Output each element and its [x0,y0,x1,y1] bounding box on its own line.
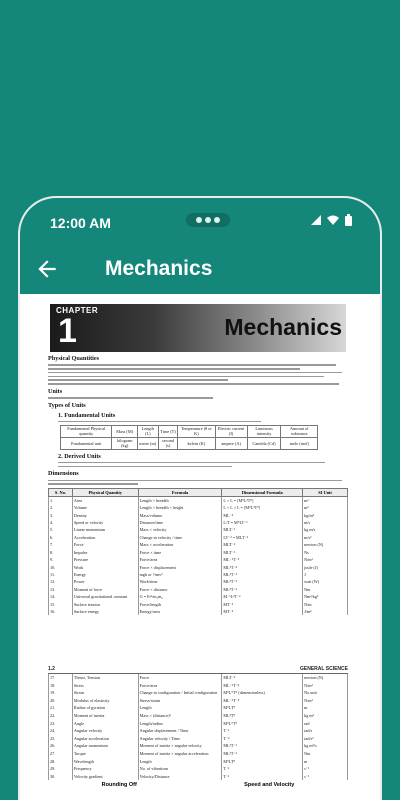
table-cell: Ns [303,549,348,556]
table-cell: J/m² [303,608,348,615]
table-row [49,519,348,526]
table-cell: 8. [49,549,73,556]
table-cell: MLT⁻² [222,541,303,548]
table-cell: Acceleration [72,534,138,541]
table-cell: Energy [72,571,138,578]
table-cell: kg m² [303,712,348,720]
table-row [49,720,348,728]
table-cell: kg m/s [303,526,348,533]
table-cell: 30. [49,773,73,781]
table-cell: m/s² [303,534,348,541]
table-cell: Radius of gyration [72,704,138,712]
table-cell: m/s [303,519,348,526]
table-cell: kg/m³ [303,512,348,519]
table-cell: m² [303,496,348,504]
table-cell: 29. [49,765,73,773]
table-row [49,742,348,750]
table-cell: Fundamental unit [61,437,112,449]
table-cell: Change in configuration / Initial configuration [138,689,222,697]
table-cell: Power [72,578,138,585]
table-cell: Fundamental Physical quantity [61,425,112,437]
status-icons [311,214,352,226]
table-cell: Moment of force [72,586,138,593]
chapter-banner [50,304,346,352]
table-cell: Angular velocity / Time [138,735,222,743]
section-heading: Rounding Off [101,782,137,789]
table-cell: Electric current (I) [215,425,247,437]
section-heading: Units [48,387,63,395]
table-cell: Moment of inertia × angular acceleration [138,750,222,758]
table-row [49,750,348,758]
table-row [61,437,318,449]
chapter-label: CHAPTER [56,306,99,315]
table-cell: Length [138,758,222,766]
table-row [49,697,348,705]
table-cell: 27. [49,750,73,758]
table-cell: 5. [49,526,73,533]
table-cell: 12. [49,578,73,585]
table-cell: Torque [72,750,138,758]
table-cell: ML²T⁻² [222,586,303,593]
table-cell: J [303,571,348,578]
table-cell: MLT⁻¹ [222,549,303,556]
table-cell: M⁻¹L³T⁻² [222,593,303,600]
table-row [49,727,348,735]
table-cell: 3. [49,512,73,519]
table-row [49,549,348,556]
table-row [49,608,348,615]
table-cell: 20. [49,697,73,705]
table-cell: T⁻¹ [222,773,303,781]
table-cell: No unit [303,689,348,697]
paragraph-text [48,397,348,399]
section-heading: Dimensions [48,470,79,478]
table-row [49,689,348,697]
table-cell: ML⁻¹T⁻² [222,697,303,705]
table-cell: Nm [303,750,348,758]
document-page-1 [48,304,348,622]
table-cell: Area [72,496,138,504]
table-cell: ML²T⁻² [222,564,303,571]
table-cell: Mass × acceleration [138,541,222,548]
table-cell: Angle [72,720,138,728]
document-page-2 [48,666,348,800]
table-cell: 9. [49,556,73,563]
table-cell: 10. [49,564,73,571]
table-cell: 23. [49,720,73,728]
paragraph-text [48,421,348,423]
table-cell: T⁻¹ [222,765,303,773]
table-cell: Frequency [72,765,138,773]
table-cell: N/m² [303,697,348,705]
table-cell: Mass/volume [138,512,222,519]
table-row [49,735,348,743]
table-cell: Mass × velocity [138,526,222,533]
table-cell: Force × distance [138,586,222,593]
table-cell: Luminous intensity [247,425,281,437]
table-cell: newton (N) [303,541,348,548]
table-cell: s⁻¹ [303,773,348,781]
table-cell: Mass (M) [112,425,137,437]
table-cell: 26. [49,742,73,750]
table-cell: second (s) [158,437,178,449]
table-cell: ML²T⁻² [222,571,303,578]
table-cell: N/m² [303,556,348,563]
table-cell: ML²T⁻¹ [222,742,303,750]
table-row [49,534,348,541]
table-cell: Velocity gradient [72,773,138,781]
table-cell: T⁻² [222,735,303,743]
table-cell: Energy/area [138,608,222,615]
table-cell: Pressure [72,556,138,563]
table-cell: Moment of inertia × angular velocity [138,742,222,750]
table-cell: Time (T) [158,425,178,437]
table-row [49,682,348,690]
table-cell: Length (L) [137,425,158,437]
table-cell: 4. [49,519,73,526]
table-cell: Stress/strain [138,697,222,705]
column-header: S. No. [49,488,73,496]
subsection-heading: 2. Derived Units [58,452,101,460]
table-cell: Amount of substance [281,425,318,437]
column-header: SI Unit [303,488,348,496]
back-arrow-icon[interactable] [34,256,60,282]
document-viewer[interactable] [20,294,380,800]
table-cell: 13. [49,586,73,593]
signal-icon [311,215,321,225]
table-cell: M⁰LT⁰ [222,704,303,712]
table-cell: m [303,704,348,712]
table-cell: Nm²/kg² [303,593,348,600]
table-cell: Angular acceleration [72,735,138,743]
table-cell: Velocity/Distance [138,773,222,781]
table-cell: 21. [49,704,73,712]
table-cell: joule (J) [303,564,348,571]
table-cell: Mass × (distance)² [138,712,222,720]
table-cell: 16. [49,608,73,615]
table-cell: rad/s [303,727,348,735]
table-row [49,578,348,585]
table-row [49,773,348,781]
table-cell: MT⁻² [222,608,303,615]
table-row [49,556,348,563]
table-row [49,564,348,571]
table-cell: rad [303,720,348,728]
table-cell: Length/radius [138,720,222,728]
table-cell: Force/area [138,682,222,690]
section-heading: Physical Quantities [48,355,100,362]
status-time: 12:00 AM [50,215,111,231]
table-cell: 1. [49,496,73,504]
table-cell: Angular momentum [72,742,138,750]
table-cell: ML⁻¹T⁻² [222,556,303,563]
paragraph-text [48,480,348,485]
table-cell: MT⁻² [222,601,303,608]
table-cell: Speed or velocity [72,519,138,526]
table-cell: ML⁻¹T⁻² [222,682,303,690]
table-row [49,504,348,511]
table-cell: Force [72,541,138,548]
table-cell: Surface energy [72,608,138,615]
table-cell: N/m² [303,682,348,690]
table-row [49,712,348,720]
table-cell: 15. [49,601,73,608]
paragraph-text [48,364,348,384]
section-heading: Speed and Velocity [244,782,295,789]
table-cell: Temperature (θ or K) [178,425,215,437]
table-cell: N/m [303,601,348,608]
table-cell: ML²T⁻³ [222,578,303,585]
table-cell: L/T = M⁰LT⁻¹ [222,519,303,526]
table-header-row [61,425,318,437]
table-cell: G = Fr²/m₁m₂ [138,593,222,600]
table-cell: Surface tension [72,601,138,608]
subsection-heading: 1. Fundamental Units [58,411,116,419]
table-cell: m [303,758,348,766]
table-cell: Universal gravitational constant [72,593,138,600]
table-cell: MLT⁻² [222,674,303,682]
table-cell: Force × displacement [138,564,222,571]
table-cell: Impulse [72,549,138,556]
table-cell: m³ [303,504,348,511]
section-heading: Types of Units [48,401,86,409]
table-cell: 6. [49,534,73,541]
table-cell: Nm [303,586,348,593]
table-row [49,601,348,608]
table-cell: kg m²/s [303,742,348,750]
table-cell: newton (N) [303,674,348,682]
table-cell: kelvin (K) [178,437,215,449]
table-cell: T⁻¹ [222,727,303,735]
table-cell: mgh or ½mv² [138,571,222,578]
table-cell: L × L = [M⁰L²T⁰] [222,496,303,504]
fundamental-units-table [60,425,318,450]
table-cell: 24. [49,727,73,735]
section-footer [48,782,348,788]
table-cell: Stress [72,682,138,690]
phone-frame [20,198,380,800]
table-cell: Length [138,704,222,712]
physical-quantities-table-continued [48,674,348,780]
table-row [49,512,348,519]
table-cell: Moment of inertia [72,712,138,720]
table-cell: Work [72,564,138,571]
table-cell: Angular velocity [72,727,138,735]
table-cell: Candela (Cd) [247,437,281,449]
table-cell: Linear momentum [72,526,138,533]
table-cell: ampere (A) [215,437,247,449]
table-cell: 25. [49,735,73,743]
table-cell: M⁰L⁰T⁰ [222,720,303,728]
table-cell: kilogram (kg) [112,437,137,449]
table-cell: Force × time [138,549,222,556]
table-cell: Change in velocity / time [138,534,222,541]
chapter-number: 1 [58,312,77,350]
table-row [49,593,348,600]
table-cell: Wavelength [72,758,138,766]
table-row [49,526,348,533]
table-cell: Volume [72,504,138,511]
table-cell: M⁰L⁰T⁰ (dimensionless) [222,689,303,697]
table-cell: No. of vibrations [138,765,222,773]
table-cell: Strain [72,689,138,697]
app-bar [20,244,380,294]
table-cell: Thrust, Tension [72,674,138,682]
paragraph-text [48,462,348,467]
table-cell: 28. [49,758,73,766]
table-cell: 11. [49,571,73,578]
table-cell: watt (W) [303,578,348,585]
table-row [49,586,348,593]
table-cell: Length × breadth × height [138,504,222,511]
table-cell: 17. [49,674,73,682]
column-header: Dimensional Formula [222,488,303,496]
table-cell: Force [138,674,222,682]
table-cell: Density [72,512,138,519]
table-row [49,758,348,766]
table-cell: metre (m) [137,437,158,449]
table-cell: 14. [49,593,73,600]
table-cell: ML²T⁻² [222,750,303,758]
table-cell: Length × breadth [138,496,222,504]
table-cell: Force/area [138,556,222,563]
table-cell: L × L × L = [M⁰L³T⁰] [222,504,303,511]
table-cell: LT⁻² = MLT⁻² [222,534,303,541]
table-cell: Work/time [138,578,222,585]
table-row [49,571,348,578]
column-header: Formula [138,488,222,496]
table-row [49,541,348,548]
page-title: Mechanics [105,257,213,280]
status-bar [20,198,380,244]
wifi-icon [327,215,339,225]
page-number: 1.2 [48,666,55,672]
table-cell: 7. [49,541,73,548]
table-row [49,704,348,712]
table-cell: 22. [49,712,73,720]
running-head: GENERAL SCIENCE [300,666,348,672]
camera-notch [186,213,230,227]
table-row [49,674,348,682]
table-cell: s⁻¹ [303,765,348,773]
table-cell: Modulus of elasticity [72,697,138,705]
table-cell: ML⁻³ [222,512,303,519]
chapter-title: Mechanics [224,314,342,340]
battery-icon [345,214,352,226]
table-cell: 18. [49,682,73,690]
table-cell: Angular displacement / Time [138,727,222,735]
table-cell: 2. [49,504,73,511]
table-cell: Force/length [138,601,222,608]
table-cell: M⁰LT⁰ [222,758,303,766]
running-header [48,666,348,674]
table-header-row [49,488,348,496]
table-cell: Distance/time [138,519,222,526]
table-cell: MLT⁻¹ [222,526,303,533]
table-row [49,765,348,773]
table-cell: mole (mol) [281,437,318,449]
table-cell: rad/s² [303,735,348,743]
physical-quantities-table [48,488,348,616]
table-cell: ML²T⁰ [222,712,303,720]
column-header: Physical Quantity [72,488,138,496]
table-cell: 19. [49,689,73,697]
table-row [49,496,348,504]
